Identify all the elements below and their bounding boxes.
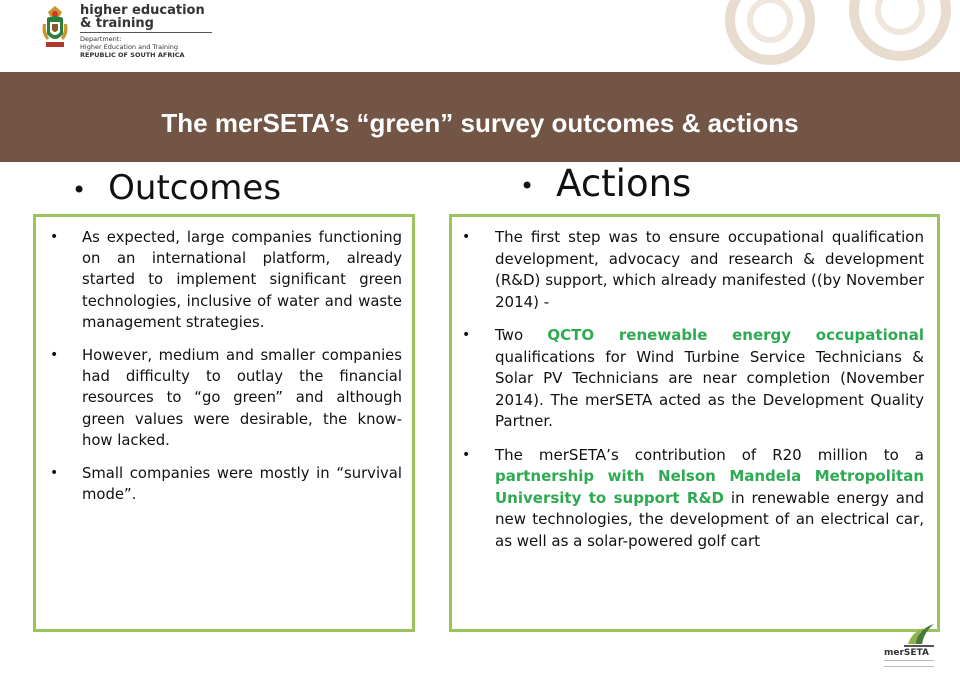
- action-item-3-highlight: partnership with Nelson Mandela Metropolitan University to support R&D: [495, 467, 924, 507]
- action-item-1: • The first step was to ensure occupational qualification development, advocacy and research & development (R&D) support, which already manifested ((by November 2014) -: [452, 227, 937, 313]
- action-item-3-pre: The merSETA’s contribution of R20 million to a: [495, 445, 924, 464]
- logo-title-line2: & training: [80, 16, 154, 31]
- logo-dept-line1: Department:: [80, 35, 122, 43]
- bullet-icon: •: [72, 175, 87, 204]
- action-item-2-post: qualifications for Wind Turbine Service Technicians & Solar PV Technicians are near completion (November 2014). The merSETA acted as the Development Quality Partner.: [495, 347, 924, 430]
- outcome-item-1: • As expected, large companies functioning on an international platform, already started to implement significant green technologies, inclusive of water and waste management strategies.: [36, 227, 412, 333]
- merseta-tagline-lines: [884, 660, 934, 667]
- action-item-2: [452, 325, 937, 433]
- outcome-item-2: • However, medium and smaller companies had difficulty to outlay the financial resources to “go green” and although green values were desirable, the know-how lacked.: [36, 345, 412, 451]
- action-item-2-pre: Two: [495, 326, 548, 344]
- logo-dept-line3: REPUBLIC OF SOUTH AFRICA: [80, 51, 185, 59]
- logo-text: [80, 4, 212, 59]
- actions-list: [452, 227, 937, 564]
- actions-heading-text: Actions: [556, 162, 692, 205]
- logo-rule: [80, 32, 212, 33]
- outcomes-panel: [33, 214, 415, 632]
- actions-heading: [520, 162, 691, 205]
- outcome-item-3: • Small companies were mostly in “survival mode”.: [36, 463, 412, 505]
- outcomes-heading: [72, 168, 281, 208]
- outcomes-heading-text: Outcomes: [108, 168, 282, 208]
- dhet-logo: [40, 2, 205, 59]
- logo-dept-line2: Higher Education and Training: [80, 43, 179, 51]
- bullet-icon: •: [520, 171, 535, 200]
- merseta-logo: [884, 620, 940, 666]
- action-item-3-post: in renewable energy and new technologies, the development of an electrical car, as well as a solar-powered golf cart: [495, 488, 925, 550]
- outcomes-list: [36, 227, 412, 517]
- merseta-logo-text: merSETA: [884, 648, 929, 658]
- action-item-3: [452, 445, 937, 553]
- coat-of-arms-icon: [40, 4, 70, 52]
- action-item-2-highlight: QCTO renewable energy occupational: [547, 326, 924, 344]
- actions-panel: [449, 214, 940, 632]
- merseta-swoosh-icon: [884, 620, 940, 650]
- logo-title-line1: higher education: [80, 3, 205, 18]
- gear-decoration-icon: [700, 0, 960, 72]
- slide-title: The merSETA’s “green” survey outcomes & actions: [161, 108, 799, 138]
